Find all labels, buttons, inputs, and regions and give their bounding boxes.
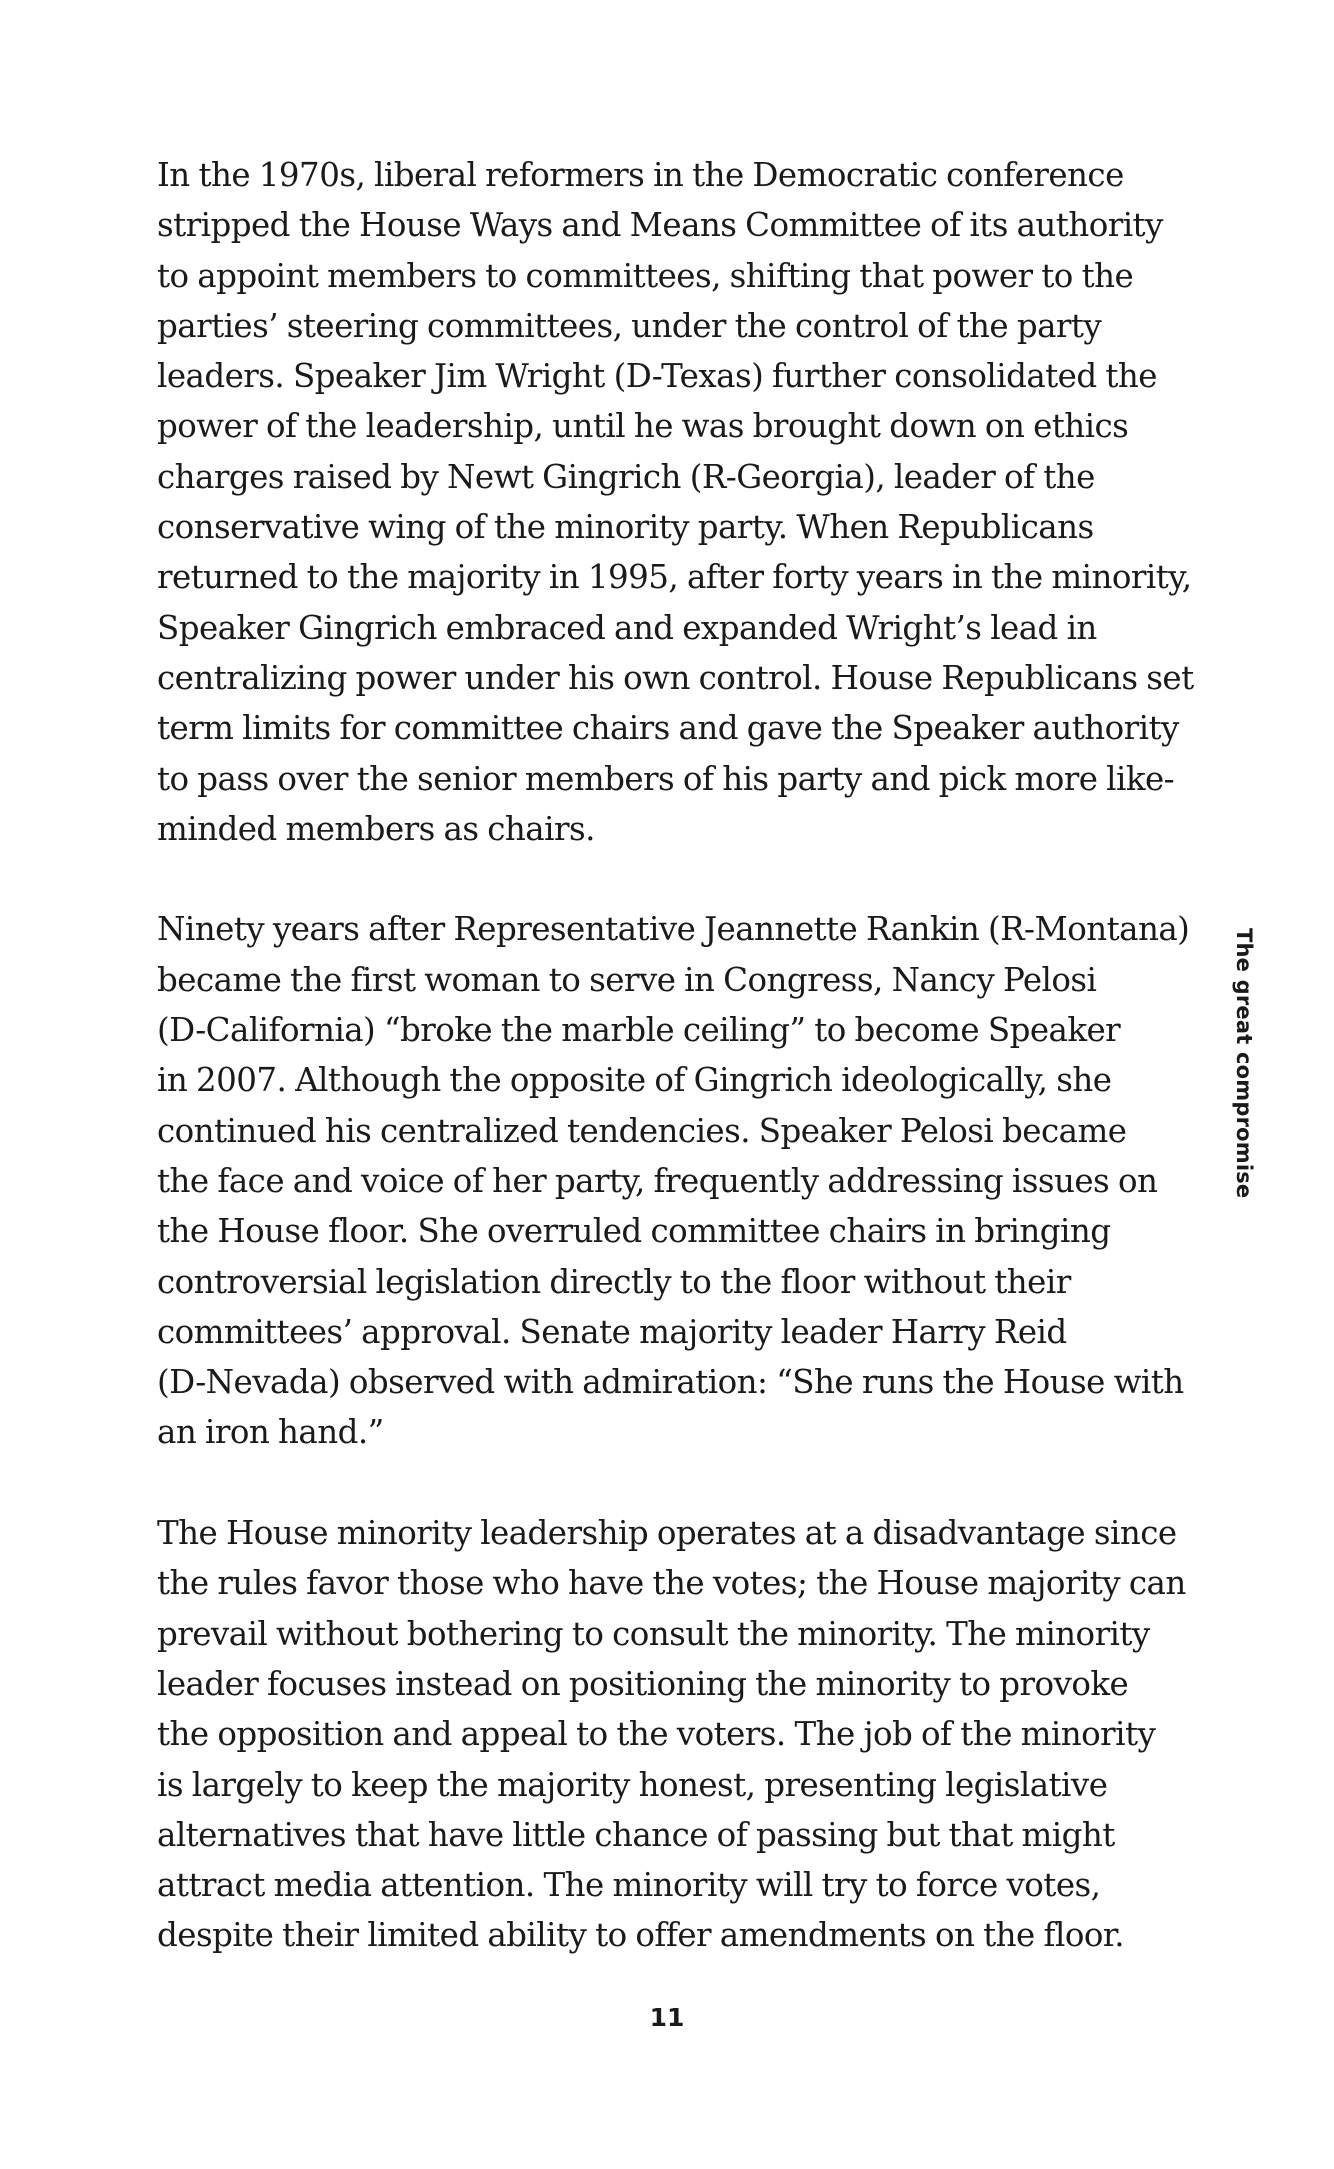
text-line: is largely to keep the majority honest, presenting legislative bbox=[157, 1765, 1108, 1804]
text-line: the House floor. She overruled committee chairs in bringing bbox=[157, 1212, 1111, 1251]
text-line: The House minority leadership operates at a disadvantage since bbox=[157, 1514, 1177, 1553]
text-line: the face and voice of her party, frequently addressing issues on bbox=[157, 1161, 1158, 1200]
paragraph-minority-leadership bbox=[157, 1508, 1187, 1961]
text-line: leaders. Speaker Jim Wright (D-Texas) further consolidated the bbox=[157, 357, 1157, 396]
text-line: became the first woman to serve in Congress, Nancy Pelosi bbox=[157, 960, 1097, 999]
paragraph-committee-reform bbox=[157, 150, 1194, 854]
text-line: charges raised by Newt Gingrich (R-Georgia), leader of the bbox=[157, 457, 1095, 496]
text-line: returned to the majority in 1995, after forty years in the minority, bbox=[157, 558, 1192, 597]
text-line: parties’ steering committees, under the control of the party bbox=[157, 306, 1102, 345]
text-line: stripped the House Ways and Means Committee of its authority bbox=[157, 206, 1163, 245]
text-line: centralizing power under his own control. House Republicans set bbox=[157, 658, 1194, 697]
text-line: term limits for committee chairs and gave the Speaker authority bbox=[157, 709, 1179, 748]
running-head: The great compromise bbox=[1232, 928, 1256, 1199]
text-line: to pass over the senior members of his party and pick more like- bbox=[157, 759, 1175, 798]
text-line: committees’ approval. Senate majority leader Harry Reid bbox=[157, 1312, 1067, 1351]
text-line: to appoint members to committees, shifting that power to the bbox=[157, 256, 1134, 295]
text-line: despite their limited ability to offer amendments on the floor. bbox=[157, 1916, 1125, 1955]
text-line: attract media attention. The minority will try to force votes, bbox=[157, 1866, 1101, 1905]
text-line: an iron hand.” bbox=[157, 1413, 384, 1452]
text-line: the rules favor those who have the votes; the House majority can bbox=[157, 1564, 1186, 1603]
text-line: minded members as chairs. bbox=[157, 809, 595, 848]
body-text bbox=[157, 150, 1194, 2011]
paragraph-pelosi bbox=[157, 904, 1190, 1457]
text-line: continued his centralized tendencies. Speaker Pelosi became bbox=[157, 1111, 1127, 1150]
text-line: conservative wing of the minority party. When Republicans bbox=[157, 508, 1094, 547]
text-line: power of the leadership, until he was brought down on ethics bbox=[157, 407, 1129, 446]
text-line: In the 1970s, liberal reformers in the Democratic conference bbox=[157, 156, 1124, 194]
text-line: controversial legislation directly to the floor without their bbox=[157, 1262, 1071, 1301]
text-line: alternatives that have little chance of passing but that might bbox=[157, 1815, 1115, 1854]
text-line: Speaker Gingrich embraced and expanded Wright’s lead in bbox=[157, 608, 1097, 647]
text-line: Ninety years after Representative Jeannette Rankin (R-Montana) bbox=[157, 910, 1190, 949]
page-number: 11 bbox=[649, 2003, 685, 2032]
text-line: (D-California) “broke the marble ceiling” to become Speaker bbox=[157, 1011, 1121, 1050]
text-line: prevail without bothering to consult the minority. The minority bbox=[157, 1614, 1150, 1653]
text-line: leader focuses instead on positioning the minority to provoke bbox=[157, 1664, 1129, 1703]
text-line: (D-Nevada) observed with admiration: “She runs the House with bbox=[157, 1363, 1184, 1402]
text-line: the opposition and appeal to the voters. The job of the minority bbox=[157, 1715, 1156, 1754]
text-line: in 2007. Although the opposite of Gingrich ideologically, she bbox=[157, 1061, 1112, 1100]
